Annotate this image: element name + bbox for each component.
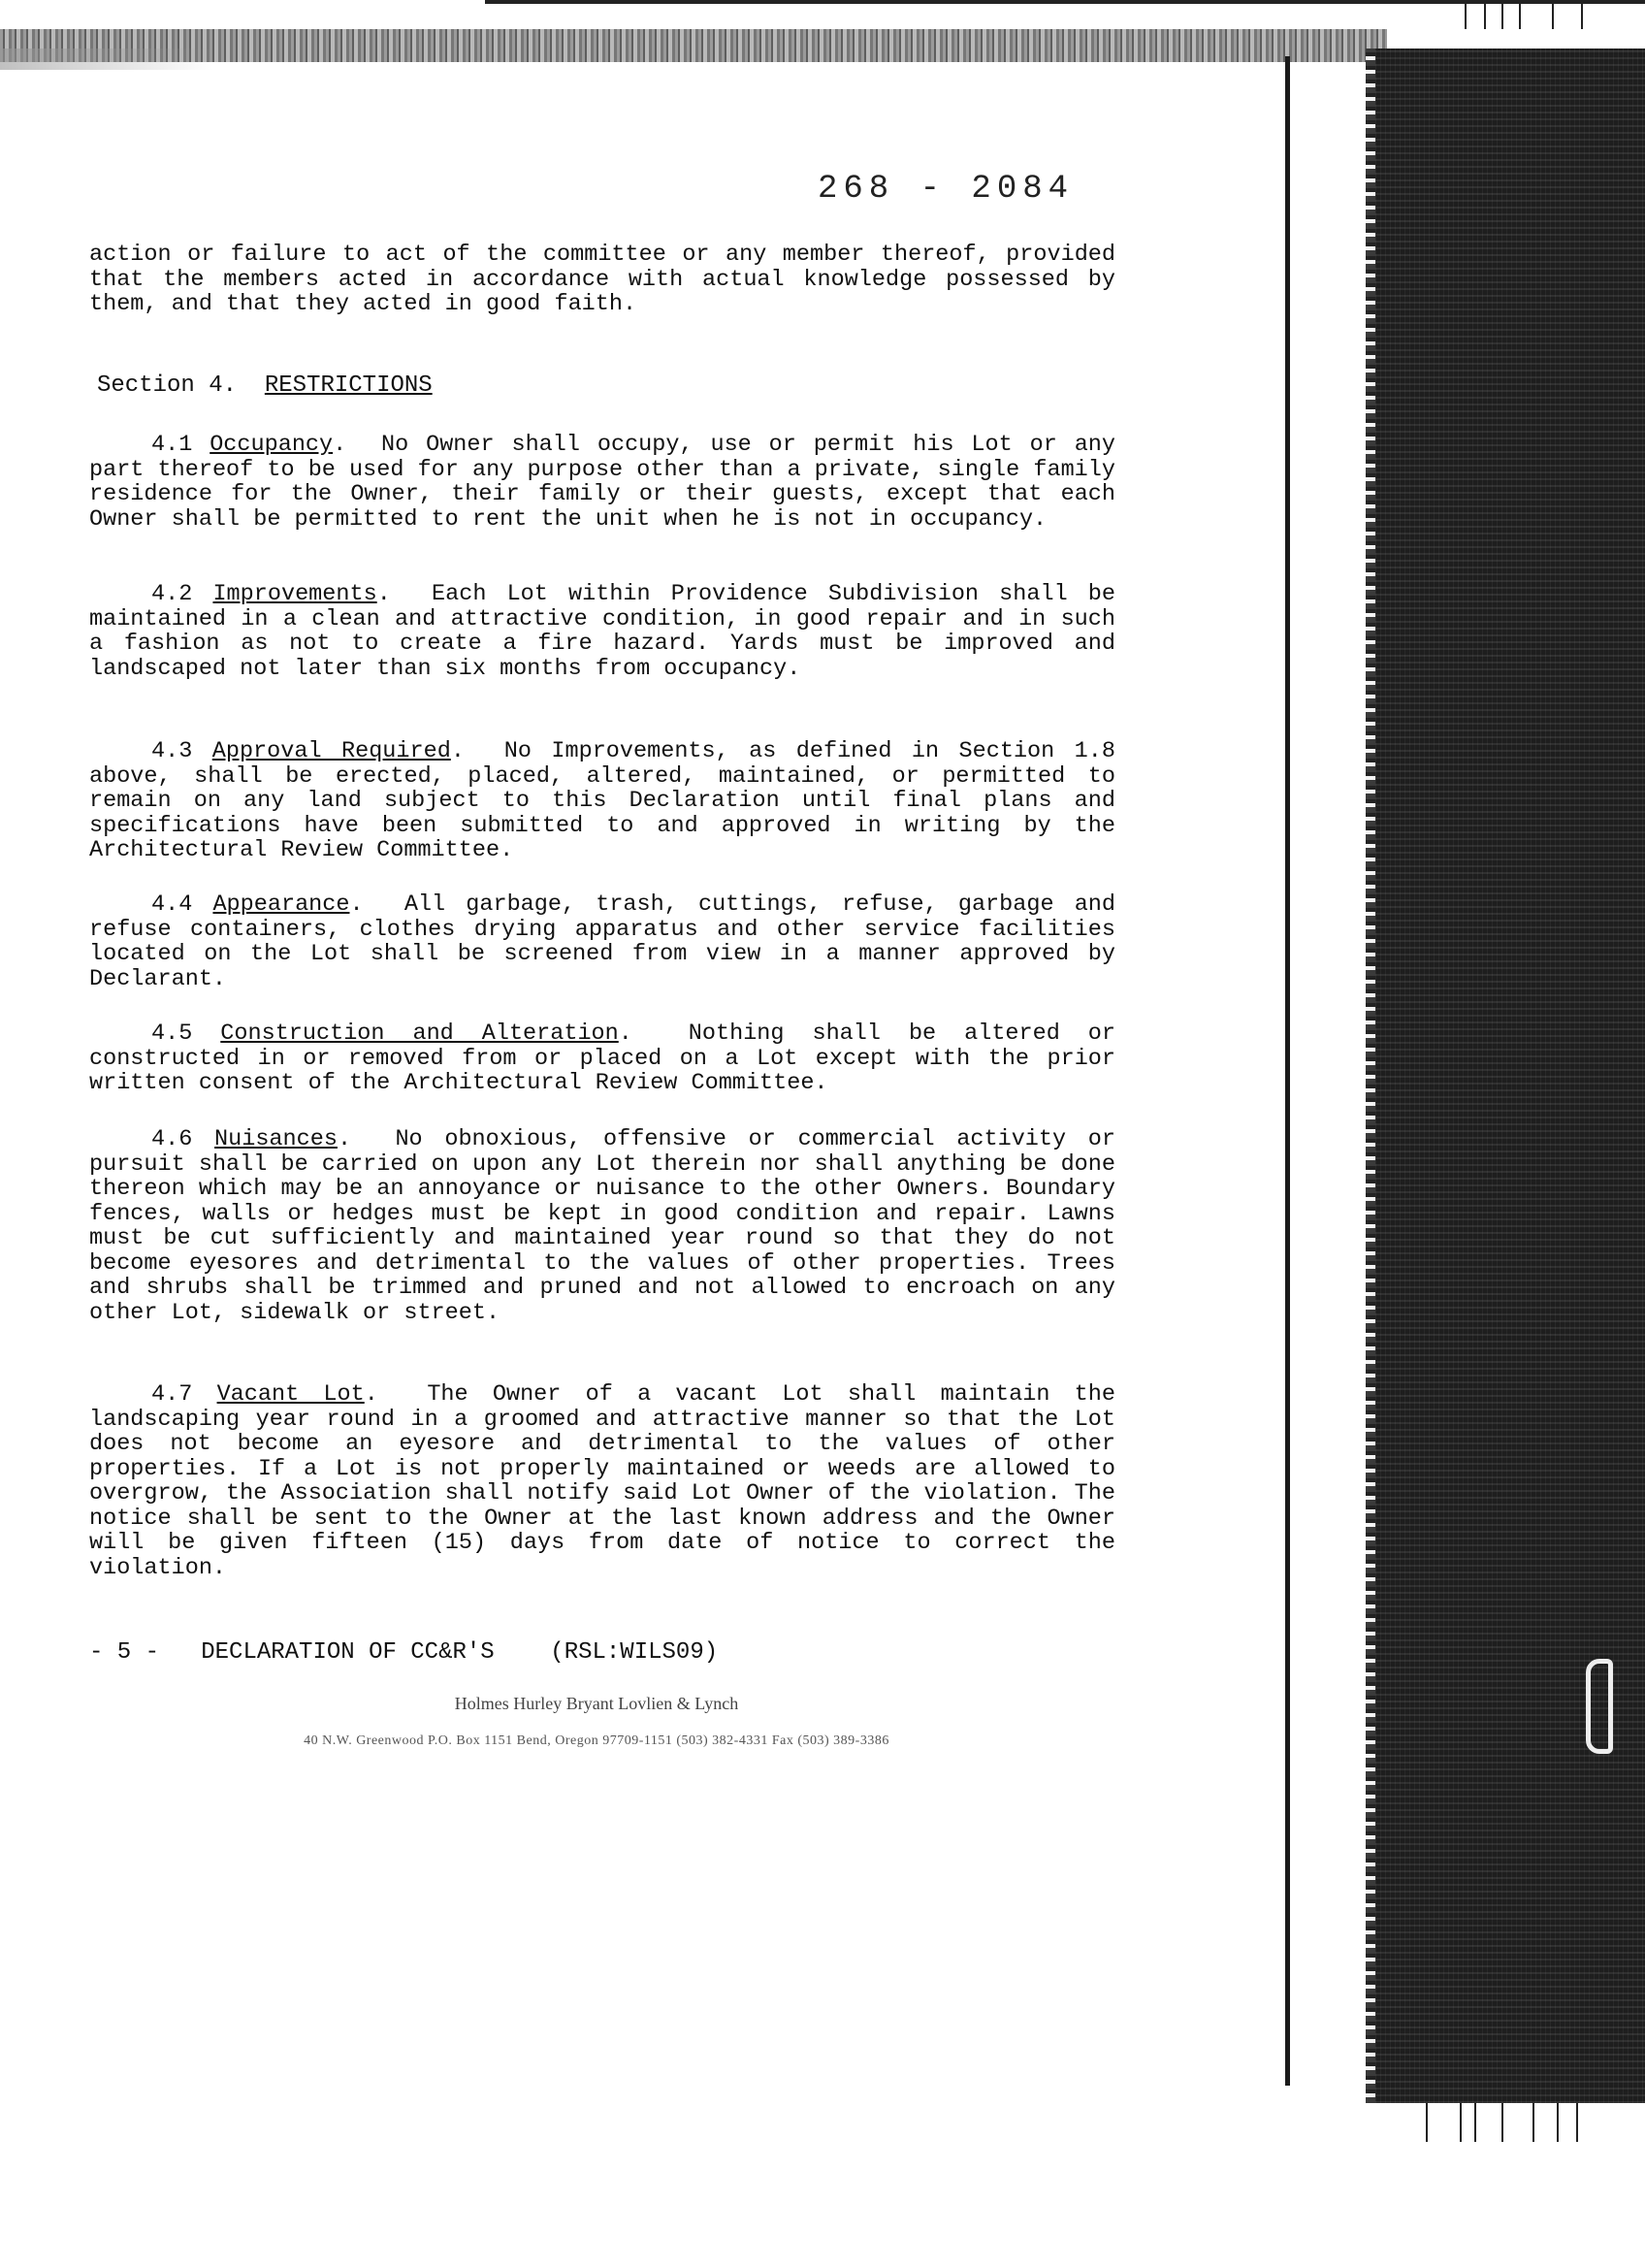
- clause-number: 4.7: [151, 1381, 193, 1408]
- law-firm-name: Holmes Hurley Bryant Lovlien & Lynch: [454, 1694, 739, 1713]
- scan-top-edge: [485, 0, 1645, 4]
- clause-title: Construction and Alteration: [220, 1021, 619, 1047]
- clause-text: Each Lot within Providence Subdivision shall be maintained in a clean and attractive condition, in good repair and in such a fashion as not to create a fire hazard. Yards must be improved and landscaped not later than six months from occupancy.: [89, 581, 1116, 682]
- footer-page-number: - 5 -: [89, 1639, 160, 1666]
- clause-4-7: 4.7 Vacant Lot. The Owner of a vacant Lot shall maintain the landscaping year round in a groomed and attractive manner so that the Lot does not become an eyesore and detrimental to the values of other properties. If a Lot is not properly maintained or weeds are allowed to overgrow, the Association shall notify said Lot Owner of the violation. The notice shall be sent to the Owner at the last known address and the Owner will be given fifteen (15) days from date of notice to correct the violation.: [89, 1381, 1115, 1581]
- clause-title: Appearance: [212, 891, 350, 918]
- scan-tick: [1426, 2103, 1428, 2142]
- scan-dark-margin: [1375, 49, 1645, 2103]
- clause-text: All garbage, trash, cuttings, refuse, garbage and refuse containers, clothes drying apparatus and other service facilities located on the Lot shall be screened from view in a manner approved by Declarant.: [89, 891, 1116, 992]
- scan-tick: [1501, 2103, 1503, 2142]
- clause-text: Nothing shall be altered or constructed in or removed from or placed on a Lot except with the prior written consent of the Architectural Review Committee.: [89, 1021, 1115, 1096]
- intro-paragraph: action or failure to act of the committee or any member thereof, provided that the members acted in accordance with actual knowledge possessed by them, and that they acted in good faith.: [89, 242, 1115, 317]
- clause-number: 4.2: [151, 581, 193, 607]
- clause-text: No obnoxious, offensive or commercial activity or pursuit shall be carried on upon any Lot therein nor shall anything be done thereon which may be an annoyance or nuisance to the other Owners. Boundary fences, walls or hedges must be kept in good condition and repair. Lawns must be cut sufficiently and maintained year round so that they do not become eyesores and detrimental to the values of other properties. Trees and shrubs shall be trimmed and pruned and not allowed to encroach on any other Lot, sidewalk or street.: [89, 1126, 1116, 1326]
- clause-number: 4.4: [151, 891, 193, 918]
- scan-vertical-rule: [1285, 56, 1290, 2086]
- clause-number: 4.5: [151, 1021, 193, 1047]
- document-footer: [89, 1639, 718, 1666]
- section-heading: [97, 373, 433, 399]
- clause-4-6: 4.6 Nuisances. No obnoxious, offensive or commercial activity or pursuit shall be carried on upon any Lot therein nor shall anything be done thereon which may be an annoyance or nuisance to the other Owners. Boundary fences, walls or hedges must be kept in good condition and repair. Lawns must be cut sufficiently and maintained year round so that they do not become eyesores and detrimental to the values of other properties. Trees and shrubs shall be trimmed and pruned and not allowed to encroach on any other Lot, sidewalk or street.: [89, 1126, 1116, 1326]
- section-label: Section 4.: [97, 373, 238, 399]
- scan-tick: [1465, 0, 1467, 29]
- footer-reference: (RSL:WILS09): [550, 1639, 719, 1666]
- scan-tick: [1474, 2103, 1476, 2142]
- scan-tick: [1557, 2103, 1559, 2142]
- clause-title: Vacant Lot: [216, 1381, 365, 1408]
- clause-text: The Owner of a vacant Lot shall maintain the landscaping year round in a groomed and attractive manner so that the Lot does not become an eyesore and detrimental to the values of other properties. If a Lot is not properly maintained or weeds are allowed to overgrow, the Association shall notify said Lot Owner of the violation. The notice shall be sent to the Owner at the last known address and the Owner will be given fifteen (15) days from date of notice to correct the violation.: [89, 1381, 1115, 1581]
- scan-tick: [1552, 0, 1554, 29]
- clause-title: Occupancy: [210, 432, 334, 458]
- clause-number: 4.6: [151, 1126, 193, 1152]
- scan-tick: [1501, 0, 1503, 29]
- scan-top-fade: [0, 49, 213, 70]
- clause-4-5: 4.5 Construction and Alteration. Nothing shall be altered or constructed in or removed from or placed on a Lot except with the prior written consent of the Architectural Review Committee.: [89, 1021, 1115, 1096]
- scan-tick: [1484, 0, 1486, 29]
- clause-number: 4.1: [151, 432, 193, 458]
- clause-title: Improvements: [212, 581, 377, 607]
- clause-text: No Owner shall occupy, use or permit his Lot or any part thereof to be used for any purpose other than a private, single family residence for the Owner, their family or their guests, except that each Owner shall be permitted to rent the unit when he is not in occupancy.: [89, 432, 1116, 533]
- clause-title: Approval Required: [211, 738, 451, 764]
- scan-tick: [1460, 2103, 1462, 2142]
- clause-text: No Improvements, as defined in Section 1.8 above, shall be erected, placed, altered, maintained, or permitted to remain on any land subject to this Declaration until final plans and specifications have been submitted to and approved in writing by the Architectural Review Committee.: [89, 738, 1115, 863]
- scan-tick: [1532, 2103, 1534, 2142]
- scan-tick: [1576, 2103, 1578, 2142]
- clause-number: 4.3: [151, 738, 193, 764]
- binder-clip-mark: [1586, 1659, 1613, 1754]
- scan-tick: [1519, 0, 1521, 29]
- footer-document-title: DECLARATION OF CC&R'S: [201, 1639, 495, 1666]
- clause-4-2: 4.2 Improvements. Each Lot within Providence Subdivision shall be maintained in a clean and attractive condition, in good repair and in such a fashion as not to create a fire hazard. Yards must be improved and landscaped not later than six months from occupancy.: [89, 581, 1116, 682]
- scan-tick: [1581, 0, 1583, 29]
- clause-title: Nuisances: [214, 1126, 338, 1152]
- section-title: RESTRICTIONS: [264, 373, 433, 399]
- clause-4-4: 4.4 Appearance. All garbage, trash, cuttings, refuse, garbage and refuse containers, clothes drying apparatus and other service facilities located on the Lot shall be screened from view in a manner approved by Declarant.: [89, 891, 1116, 992]
- clause-4-3: 4.3 Approval Required. No Improvements, as defined in Section 1.8 above, shall be erected, placed, altered, maintained, or permitted to remain on any land subject to this Declaration until final plans and specifications have been submitted to and approved in writing by the Architectural Review Committee.: [89, 738, 1115, 863]
- clause-4-1: 4.1 Occupancy. No Owner shall occupy, use or permit his Lot or any part thereof to be used for any purpose other than a private, single family residence for the Owner, their family or their guests, except that each Owner shall be permitted to rent the unit when he is not in occupancy.: [89, 432, 1116, 533]
- recording-page-number: 268 - 2084: [818, 171, 1075, 208]
- law-firm-address: 40 N.W. Greenwood P.O. Box 1151 Bend, Oregon 97709-1151 (503) 382-4331 Fax (503) 389-3386: [304, 1733, 889, 1748]
